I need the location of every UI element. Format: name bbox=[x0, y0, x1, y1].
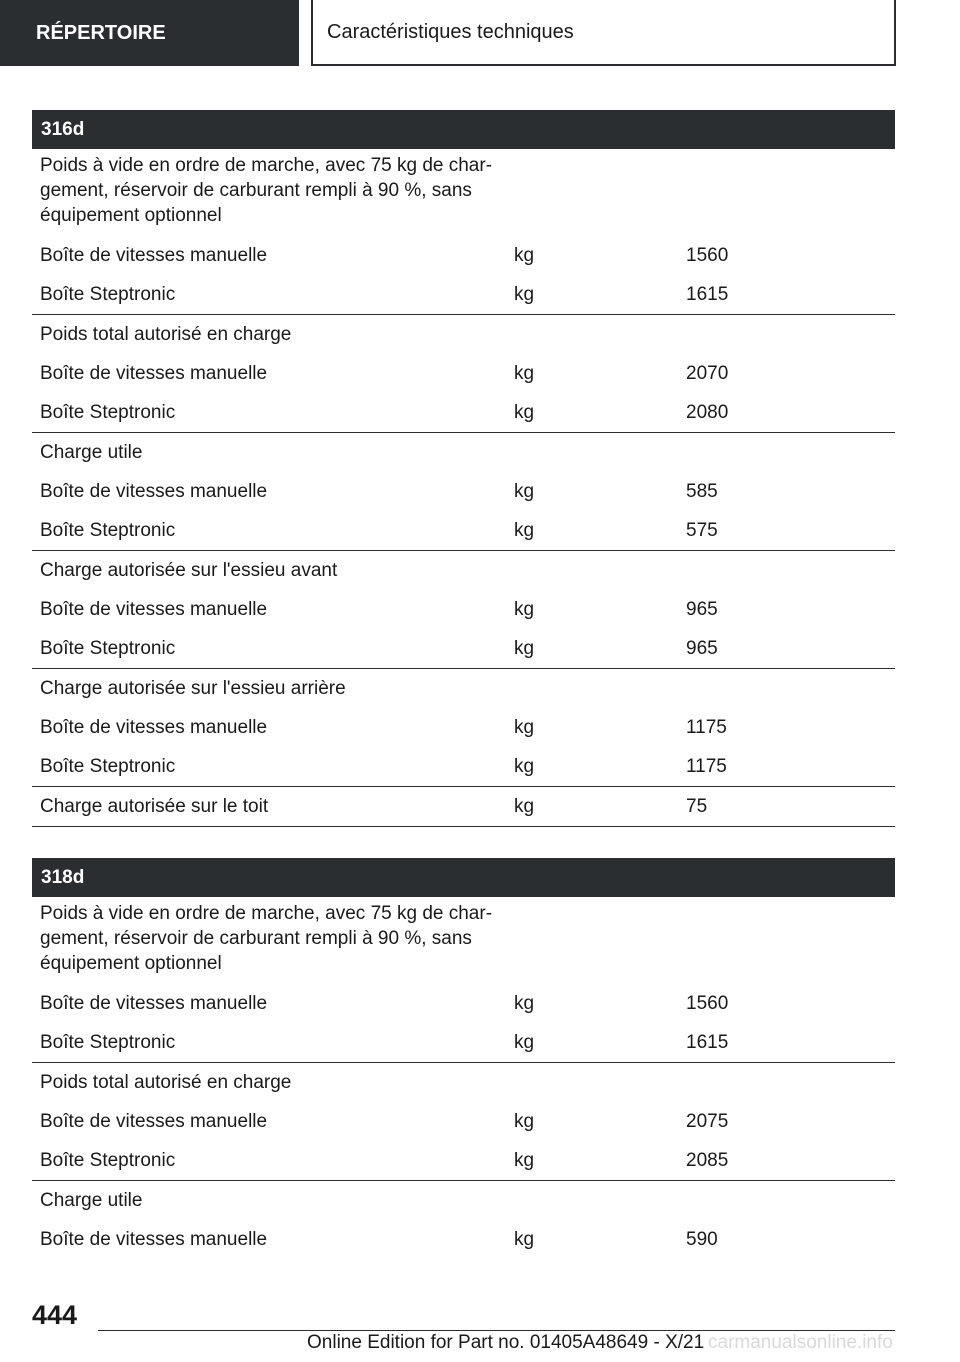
group-heading-row bbox=[32, 315, 895, 354]
row-value: 590 bbox=[686, 1229, 718, 1250]
row-unit: kg bbox=[514, 796, 535, 817]
footer-divider bbox=[98, 1330, 895, 1331]
table-row bbox=[32, 511, 895, 551]
row-value: 1560 bbox=[686, 245, 729, 266]
table-row bbox=[32, 393, 895, 433]
group-heading: Charge utile bbox=[40, 1190, 143, 1211]
watermark: carmanualsonline.info bbox=[708, 1332, 893, 1353]
page-header bbox=[0, 0, 960, 66]
row-label: Boîte Steptronic bbox=[40, 1032, 176, 1053]
row-label: Boîte de vitesses manuelle bbox=[40, 245, 268, 266]
table-row bbox=[32, 1023, 895, 1063]
group-heading-row bbox=[32, 149, 895, 236]
row-unit: kg bbox=[514, 402, 535, 423]
row-value: 2075 bbox=[686, 1111, 729, 1132]
section-tab[interactable]: RÉPERTOIRE bbox=[0, 0, 299, 66]
row-unit: kg bbox=[514, 717, 535, 738]
row-label: Boîte Steptronic bbox=[40, 284, 176, 305]
spec-tables bbox=[32, 110, 895, 1290]
chapter-title: Caractéristiques techniques bbox=[311, 0, 896, 66]
group-heading-row bbox=[32, 433, 895, 472]
row-label: Boîte de vitesses manuelle bbox=[40, 717, 268, 738]
row-value: 1615 bbox=[686, 1032, 729, 1053]
table-row bbox=[32, 1141, 895, 1181]
edition-text: Online Edition for Part no. 01405A48649 - X/21 bbox=[307, 1332, 705, 1353]
row-label: Boîte Steptronic bbox=[40, 1150, 176, 1171]
row-label: Boîte de vitesses manuelle bbox=[40, 481, 268, 502]
row-unit: kg bbox=[514, 638, 535, 659]
page-number: 444 bbox=[32, 1300, 78, 1330]
row-unit: kg bbox=[514, 993, 535, 1014]
row-unit: kg bbox=[514, 520, 535, 541]
group-heading: Charge autorisée sur l'essieu avant bbox=[40, 560, 338, 581]
table-row bbox=[32, 708, 895, 747]
row-label: Boîte Steptronic bbox=[40, 756, 176, 777]
table-row bbox=[32, 747, 895, 787]
row-value: 2070 bbox=[686, 363, 729, 384]
table-row bbox=[32, 629, 895, 669]
row-value: 2080 bbox=[686, 402, 729, 423]
row-unit: kg bbox=[514, 481, 535, 502]
row-value: 575 bbox=[686, 520, 718, 541]
row-value: 965 bbox=[686, 638, 718, 659]
table-row bbox=[32, 472, 895, 511]
row-value: 1175 bbox=[686, 717, 727, 738]
row-value: 1560 bbox=[686, 993, 729, 1014]
row-value: 965 bbox=[686, 599, 718, 620]
row-label: Boîte de vitesses manuelle bbox=[40, 993, 268, 1014]
row-value: 1615 bbox=[686, 284, 729, 305]
table-row bbox=[32, 354, 895, 393]
row-unit: kg bbox=[514, 1150, 535, 1171]
group-heading-row bbox=[32, 1063, 895, 1102]
row-label: Boîte Steptronic bbox=[40, 402, 176, 423]
row-value: 585 bbox=[686, 481, 718, 502]
group-heading: Poids à vide en ordre de marche, avec 75 kg de char- gement, réservoir de carburant rempli à 90 %, sans équipement optionnel bbox=[40, 903, 493, 974]
table-row bbox=[32, 984, 895, 1023]
page-footer bbox=[0, 1290, 960, 1362]
group-heading: Charge autorisée sur l'essieu arrière bbox=[40, 678, 346, 699]
row-unit: kg bbox=[514, 1032, 535, 1053]
row-label: Boîte Steptronic bbox=[40, 520, 176, 541]
group-heading: Poids total autorisé en charge bbox=[40, 1072, 292, 1093]
table-row bbox=[32, 275, 895, 315]
group-heading: Poids à vide en ordre de marche, avec 75 kg de char- gement, réservoir de carburant rempli à 90 %, sans équipement optionnel bbox=[40, 155, 493, 226]
table-row bbox=[32, 1220, 895, 1259]
row-unit: kg bbox=[514, 284, 535, 305]
table-row bbox=[32, 1102, 895, 1141]
row-label: Charge autorisée sur le toit bbox=[40, 796, 269, 817]
table-row bbox=[32, 787, 895, 827]
row-label: Boîte de vitesses manuelle bbox=[40, 599, 268, 620]
row-value: 75 bbox=[686, 796, 708, 817]
row-label: Boîte Steptronic bbox=[40, 638, 176, 659]
spec-table bbox=[32, 110, 895, 827]
table-title: 316d bbox=[32, 110, 895, 149]
spec-table bbox=[32, 858, 895, 1259]
row-unit: kg bbox=[514, 1111, 535, 1132]
table-row bbox=[32, 590, 895, 629]
row-unit: kg bbox=[514, 599, 535, 620]
row-label: Boîte de vitesses manuelle bbox=[40, 1111, 268, 1132]
row-label: Boîte de vitesses manuelle bbox=[40, 363, 268, 384]
row-value: 2085 bbox=[686, 1150, 729, 1171]
group-heading-row bbox=[32, 669, 895, 708]
group-heading-row bbox=[32, 897, 895, 984]
group-heading-row bbox=[32, 1181, 895, 1220]
group-heading: Poids total autorisé en charge bbox=[40, 324, 292, 345]
group-heading: Charge utile bbox=[40, 442, 143, 463]
group-heading-row bbox=[32, 551, 895, 590]
row-unit: kg bbox=[514, 1229, 535, 1250]
row-unit: kg bbox=[514, 245, 535, 266]
row-value: 1175 bbox=[686, 756, 727, 777]
table-row bbox=[32, 236, 895, 275]
table-title: 318d bbox=[32, 858, 895, 897]
row-unit: kg bbox=[514, 363, 535, 384]
row-unit: kg bbox=[514, 756, 535, 777]
row-label: Boîte de vitesses manuelle bbox=[40, 1229, 268, 1250]
